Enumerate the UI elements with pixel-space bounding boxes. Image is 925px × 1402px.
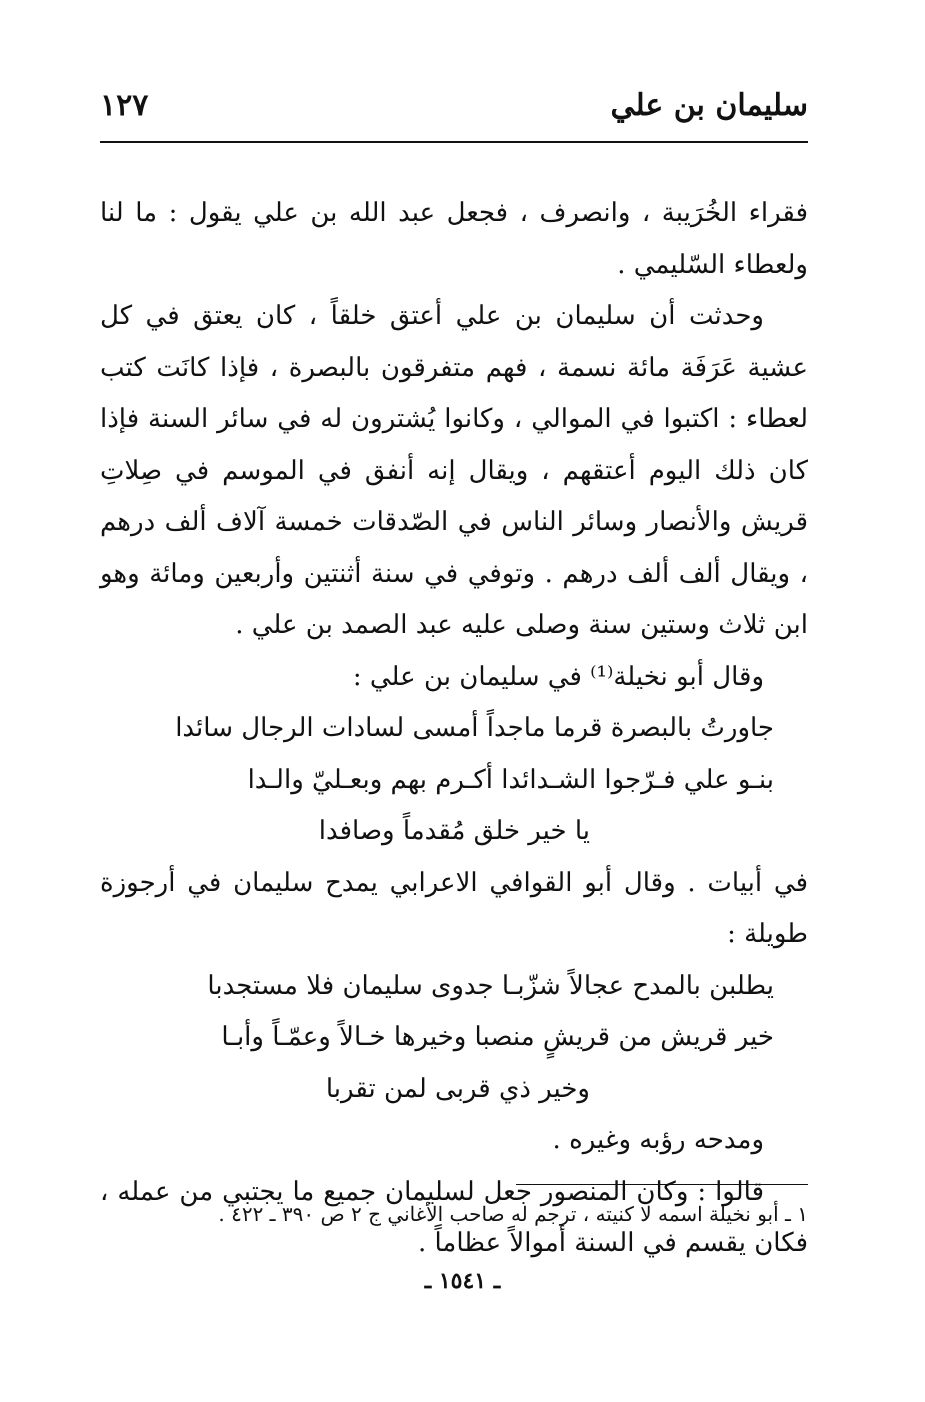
verse-line: جاورتُ بالبصرة قرما ماجداً أمسى لسادات الرجال سائدا [175, 713, 774, 743]
chapter-title: سليمان بن علي [610, 88, 808, 123]
verse-line: وخير ذي قربى لمن تقربا [325, 1073, 590, 1104]
paragraph: في أبيات . وقال أبو القوافي الاعرابي يمدح سليمان في أرجوزة طويلة : [100, 867, 808, 949]
footnote: ١ ـ أبو نخيلة اسمه لا كنيته ، ترجم له صاحب الأغاني ج ٢ ص ٣٩٠ ـ ٤٢٢ . [218, 1202, 808, 1226]
main-text [100, 188, 808, 1270]
verse-line: خير قريش من قريشٍ منصبا وخيرها خـالاً وعمّـاً وأبـا [221, 1022, 774, 1052]
paragraph: ومدحه رؤبه وغيره . [552, 1125, 764, 1155]
verse-line: يا خير خلق مُقدماً وصافدا [318, 816, 590, 846]
paragraph: وقال أبو نخيلة⁽¹⁾ في سليمان بن علي : [352, 661, 764, 692]
verse-line: بنـو علي فـرّجوا الشـدائدا أكـرم بهم وبعـليّ والـدا [247, 764, 774, 795]
page-number: ١٢٧ [100, 88, 149, 123]
paragraph: فقراء الخُرَيبة ، وانصرف ، فجعل عبد الله بن علي يقول : ما لنا ولعطاء السّليمي . [100, 198, 808, 280]
running-header [100, 88, 808, 138]
page-footer-number: ـ ١٥٤١ ـ [424, 1268, 501, 1294]
header-rule [100, 141, 808, 143]
paragraph: وحدثت أن سليمان بن علي أعتق خلقاً ، كان يعتق في كل عشية عَرَفَة مائة نسمة ، فهم متفرقون بالبصرة ، فإذا كانَت كتب لعطاء : اكتبوا في الموالي ، وكانوا يُشترون له في سائر السنة فإذا كان ذلك اليوم أعتقهم ، ويقال إنه أنفق في الموسم في صِلاتِ قريش والأنصار وسائر الناس في الصّدقات خمسة آلاف ألف درهم ، ويقال ألف ألف درهم . وتوفي في سنة أثنتين وأربعين ومائة وهو ابن ثلاث وستين سنة وصلى عليه عبد الصمد بن علي . [100, 301, 808, 640]
footnote-rule [516, 1184, 808, 1185]
paragraph: قالوا : وكان المنصور جعل لسليمان جميع ما يجتبي من عمله ، فكان يقسم في السنة أموالاً عظاماً . [100, 1176, 808, 1258]
verse-line: يطلبن بالمدح عجالاً شزّبـا جدوى سليمان فلا مستجدبا [207, 970, 774, 1001]
